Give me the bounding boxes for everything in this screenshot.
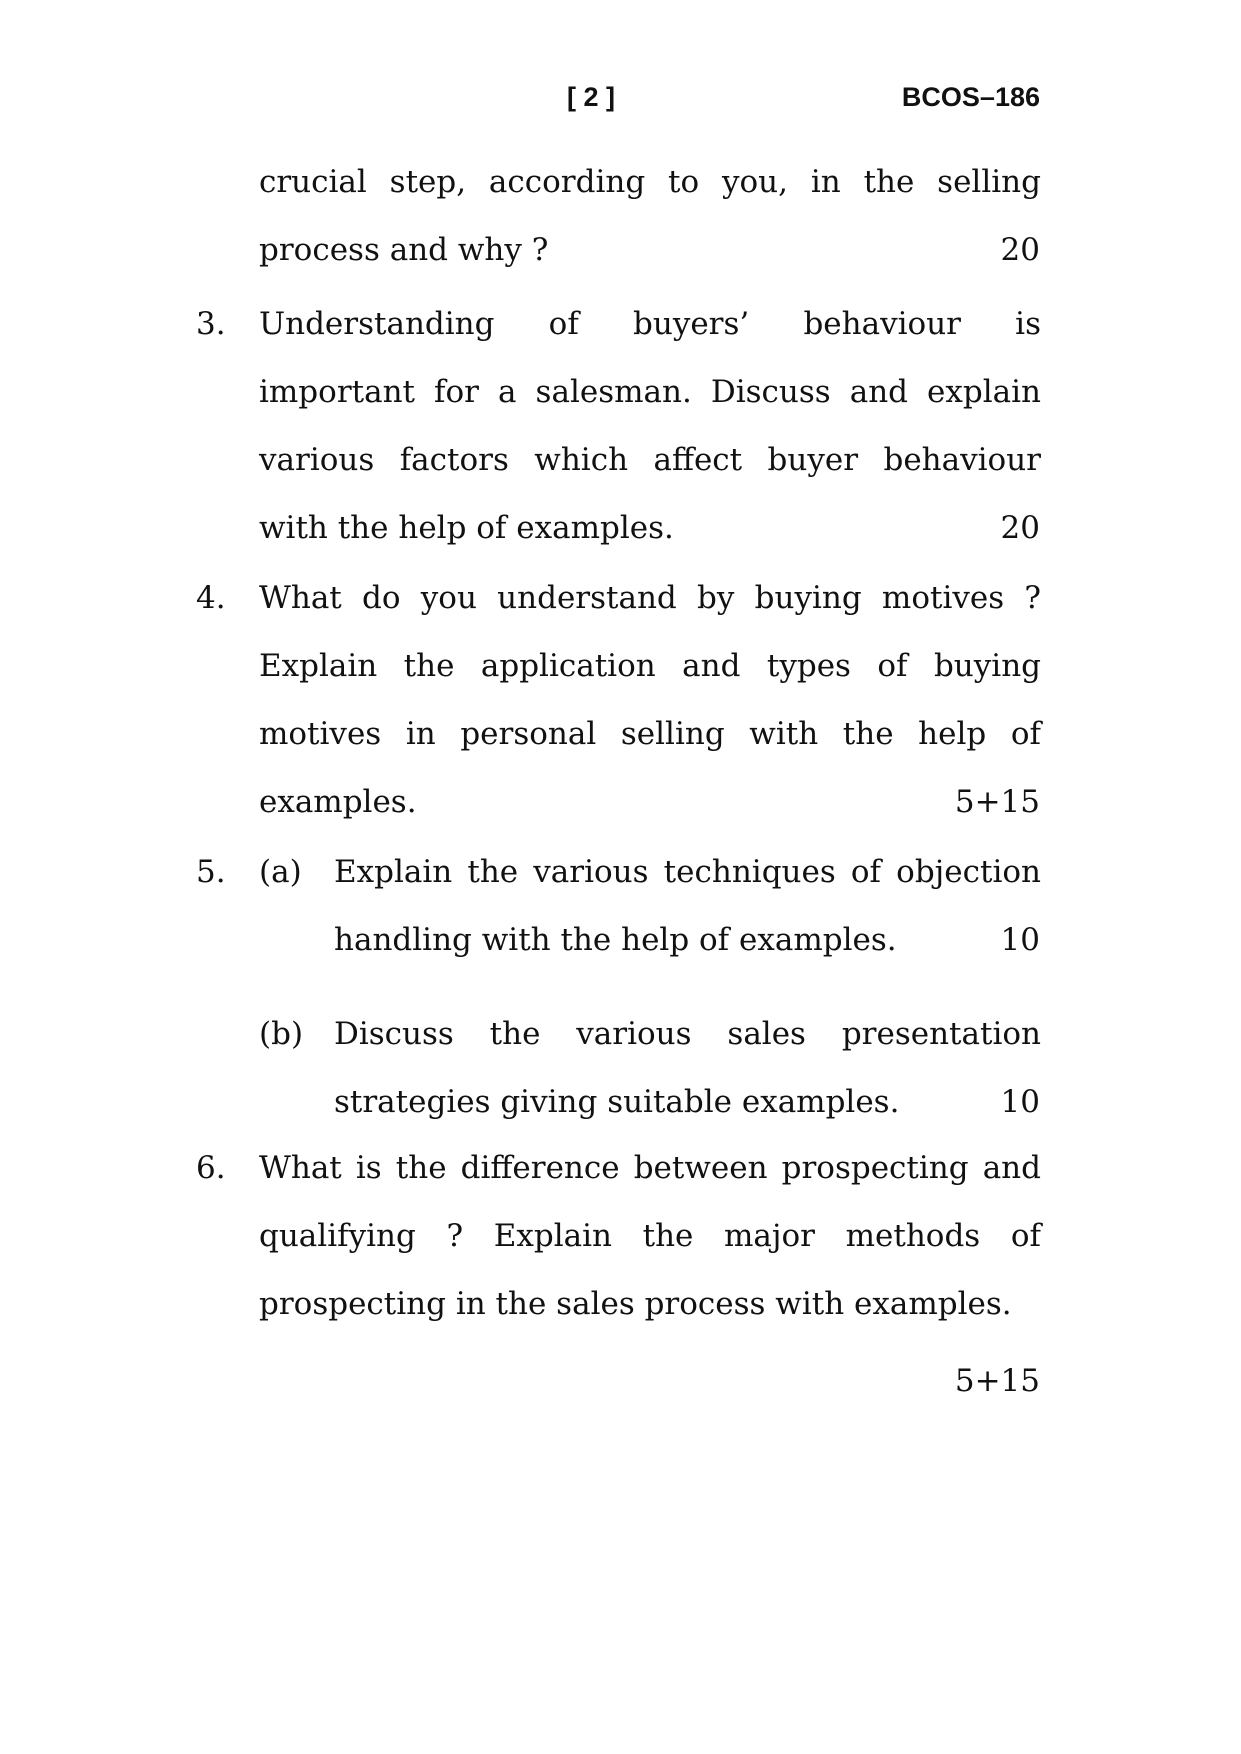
marks: 20	[1000, 510, 1040, 546]
course-code: BCOS–186	[901, 82, 1040, 112]
part-label-a: (a)	[259, 854, 302, 890]
text-line: with the help of examples.	[259, 510, 674, 546]
marks: 5+15	[954, 1363, 1040, 1399]
text-line: Discuss the various sales presentation	[334, 1016, 1041, 1052]
question-text	[259, 148, 1041, 284]
text-line: examples.	[259, 784, 417, 820]
question-text	[259, 290, 1041, 562]
marks: 5+15	[954, 784, 1040, 820]
marks: 20	[1000, 232, 1040, 268]
text-line: important for a salesman. Discuss and explain	[259, 374, 1041, 410]
text-line: strategies giving suitable examples.	[334, 1084, 900, 1120]
part-a-text	[334, 838, 1041, 974]
text-line: Explain the application and types of buying	[259, 648, 1041, 684]
question-number: 5.	[196, 854, 226, 890]
part-b-text	[334, 1000, 1041, 1136]
question-number: 3.	[196, 306, 226, 342]
part-label-b: (b)	[259, 1016, 304, 1052]
question-number: 6.	[196, 1150, 226, 1186]
question-number: 4.	[196, 580, 226, 616]
text-line: crucial step, according to you, in the selling	[259, 164, 1041, 200]
text-line: Explain the various techniques of objection	[334, 854, 1041, 890]
text-line: handling with the help of examples.	[334, 922, 897, 958]
marks: 10	[1000, 1084, 1040, 1120]
page-number: [ 2 ]	[567, 82, 616, 112]
text-line: various factors which affect buyer behaviour	[259, 442, 1041, 478]
text-line: What is the difference between prospecting and	[259, 1150, 1041, 1186]
question-text	[259, 564, 1041, 836]
text-line: process and why ?	[259, 232, 549, 268]
text-line: motives in personal selling with the help of	[259, 716, 1041, 752]
text-line: Understanding of buyers’ behaviour is	[259, 306, 1041, 342]
text-line: What do you understand by buying motives ?	[259, 580, 1041, 616]
question-text	[259, 1134, 1041, 1338]
page-header	[0, 82, 1241, 122]
marks: 10	[1000, 922, 1040, 958]
text-line: qualifying ? Explain the major methods of	[259, 1218, 1041, 1254]
text-line: prospecting in the sales process with examples.	[259, 1286, 1012, 1322]
